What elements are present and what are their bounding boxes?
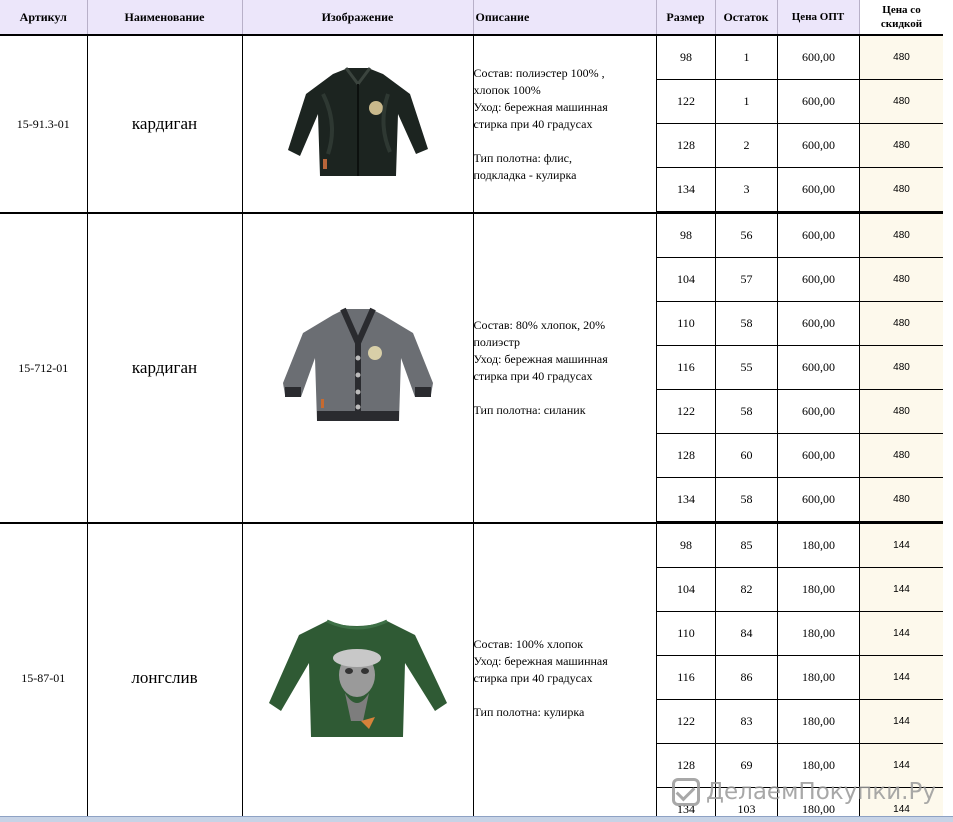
price-cell[interactable]: 600,00 xyxy=(778,168,860,212)
checkmark-logo-icon xyxy=(672,778,700,806)
description-line: стирка при 40 градусах xyxy=(473,116,593,131)
size-cell[interactable]: 98 xyxy=(657,36,716,80)
description-line: Тип полотна: силаник xyxy=(473,403,586,417)
variants-cell xyxy=(656,35,943,213)
variant-row xyxy=(657,124,944,168)
description-line xyxy=(474,133,657,150)
stock-cell[interactable]: 57 xyxy=(716,258,778,302)
variant-row xyxy=(657,700,944,744)
discount-cell[interactable]: 480 xyxy=(860,478,944,522)
price-cell[interactable]: 180,00 xyxy=(778,788,860,817)
header-description[interactable]: Описание xyxy=(473,0,656,35)
stock-cell[interactable]: 1 xyxy=(716,80,778,124)
stock-cell[interactable]: 2 xyxy=(716,124,778,168)
stock-cell[interactable]: 83 xyxy=(716,700,778,744)
image-cell[interactable] xyxy=(242,523,473,816)
description-line: Тип полотна: кулирка xyxy=(473,704,585,719)
description-line: стирка при 40 градусах xyxy=(473,670,593,685)
variant-row xyxy=(657,524,944,568)
size-cell[interactable]: 104 xyxy=(657,258,716,302)
size-cell[interactable]: 122 xyxy=(657,80,716,124)
variant-row xyxy=(657,346,944,390)
price-cell[interactable]: 600,00 xyxy=(778,390,860,434)
description-line: полиэстр xyxy=(473,335,521,349)
stock-cell[interactable]: 103 xyxy=(716,788,778,817)
discount-cell[interactable]: 480 xyxy=(860,168,944,212)
stock-cell[interactable]: 58 xyxy=(716,390,778,434)
variant-row xyxy=(657,612,944,656)
variant-row xyxy=(657,478,944,522)
variant-row xyxy=(657,434,944,478)
stock-cell[interactable]: 82 xyxy=(716,568,778,612)
description-cell[interactable] xyxy=(473,523,656,816)
article-cell[interactable]: 15-91.3-01 xyxy=(0,35,87,213)
size-cell[interactable]: 128 xyxy=(657,744,716,788)
stock-cell[interactable]: 58 xyxy=(716,478,778,522)
variant-row xyxy=(657,656,944,700)
product-row xyxy=(0,35,943,213)
price-cell[interactable]: 600,00 xyxy=(778,302,860,346)
header-price-discount-line1: Цена со xyxy=(882,4,921,16)
black-fleece-jacket-photo xyxy=(278,64,438,184)
variant-row xyxy=(657,168,944,212)
article-cell[interactable]: 15-87-01 xyxy=(0,523,87,816)
price-cell[interactable]: 180,00 xyxy=(778,612,860,656)
discount-cell[interactable]: 480 xyxy=(860,258,944,302)
variants-cell xyxy=(656,523,943,816)
header-price-discount[interactable] xyxy=(859,0,943,34)
watermark-text: ДелаемПокупки.Ру xyxy=(706,779,936,805)
green-longsleeve-photo xyxy=(265,613,450,743)
variant-row xyxy=(657,80,944,124)
image-cell[interactable] xyxy=(242,213,473,523)
stock-cell[interactable]: 84 xyxy=(716,612,778,656)
price-cell[interactable]: 180,00 xyxy=(778,524,860,568)
product-row xyxy=(0,523,943,816)
price-cell[interactable]: 600,00 xyxy=(778,214,860,258)
discount-cell[interactable]: 480 xyxy=(860,390,944,434)
variants-table xyxy=(656,524,943,816)
discount-cell[interactable]: 480 xyxy=(860,214,944,258)
description-line: Состав: 80% хлопок, 20% xyxy=(473,318,606,332)
variant-row xyxy=(657,568,944,612)
description-line: Состав: 100% хлопок xyxy=(473,636,584,651)
description-cell[interactable] xyxy=(473,35,656,213)
discount-cell[interactable]: 144 xyxy=(860,568,944,612)
header-price-discount-line2: скидкой xyxy=(880,18,923,30)
stock-cell[interactable]: 58 xyxy=(716,302,778,346)
description-cell[interactable] xyxy=(473,213,656,523)
size-cell[interactable]: 128 xyxy=(657,434,716,478)
size-cell[interactable]: 116 xyxy=(657,346,716,390)
size-cell[interactable]: 134 xyxy=(657,788,716,817)
price-cell[interactable]: 600,00 xyxy=(778,258,860,302)
size-cell[interactable]: 134 xyxy=(657,168,716,212)
size-cell[interactable]: 128 xyxy=(657,124,716,168)
description-line: Уход: бережная машинная xyxy=(473,653,608,668)
variant-row xyxy=(657,390,944,434)
variant-row xyxy=(657,214,944,258)
price-cell[interactable]: 600,00 xyxy=(778,124,860,168)
header-price-opt[interactable]: Цена ОПТ xyxy=(777,0,859,34)
stock-cell[interactable]: 85 xyxy=(716,524,778,568)
price-cell[interactable]: 600,00 xyxy=(778,434,860,478)
price-cell[interactable]: 600,00 xyxy=(778,80,860,124)
stock-cell[interactable]: 56 xyxy=(716,214,778,258)
size-cell[interactable]: 98 xyxy=(657,214,716,258)
size-cell[interactable]: 110 xyxy=(657,612,716,656)
discount-cell[interactable]: 480 xyxy=(860,434,944,478)
stock-cell[interactable]: 1 xyxy=(716,36,778,80)
header-stock[interactable]: Остаток xyxy=(715,0,777,34)
article-cell[interactable]: 15-712-01 xyxy=(0,213,87,523)
size-cell[interactable]: 122 xyxy=(657,700,716,744)
price-cell[interactable]: 180,00 xyxy=(778,568,860,612)
header-row xyxy=(0,0,943,35)
discount-cell[interactable]: 144 xyxy=(860,788,944,817)
discount-cell[interactable]: 144 xyxy=(860,744,944,788)
size-cell[interactable]: 122 xyxy=(657,390,716,434)
variant-row xyxy=(657,302,944,346)
description-line: стирка при 40 градусах xyxy=(473,369,593,383)
description-line: Состав: полиэстер 100% , xyxy=(473,65,605,80)
variants-cell xyxy=(656,213,943,523)
size-cell[interactable]: 116 xyxy=(657,656,716,700)
price-cell[interactable]: 600,00 xyxy=(778,478,860,522)
discount-cell[interactable]: 144 xyxy=(860,700,944,744)
grey-cardigan-photo xyxy=(273,303,443,433)
description-line: Уход: бережная машинная xyxy=(473,99,608,114)
discount-cell[interactable]: 480 xyxy=(860,80,944,124)
price-cell[interactable]: 180,00 xyxy=(778,744,860,788)
size-cell[interactable]: 104 xyxy=(657,568,716,612)
stock-cell[interactable]: 60 xyxy=(716,434,778,478)
image-cell[interactable] xyxy=(242,35,473,213)
product-row xyxy=(0,213,943,523)
discount-cell[interactable]: 144 xyxy=(860,656,944,700)
header-article[interactable]: Артикул xyxy=(0,0,87,35)
price-cell[interactable]: 180,00 xyxy=(778,656,860,700)
size-cell[interactable]: 110 xyxy=(657,302,716,346)
sheet-tab-bar[interactable] xyxy=(0,816,953,822)
description-line xyxy=(474,385,657,402)
description-line: Уход: бережная машинная xyxy=(473,352,608,366)
name-cell[interactable]: кардиган xyxy=(87,213,242,523)
variant-row xyxy=(657,258,944,302)
header-image[interactable]: Изображение xyxy=(242,0,473,35)
price-cell[interactable]: 180,00 xyxy=(778,700,860,744)
variants-table xyxy=(656,36,943,212)
stock-cell[interactable]: 86 xyxy=(716,656,778,700)
header-variants-group xyxy=(656,0,943,35)
description-line: подкладка - кулирка xyxy=(473,167,577,182)
stock-cell[interactable]: 3 xyxy=(716,168,778,212)
variants-table xyxy=(656,214,943,522)
size-cell[interactable]: 98 xyxy=(657,524,716,568)
name-cell[interactable]: лонгслив xyxy=(87,523,242,816)
discount-cell[interactable]: 480 xyxy=(860,124,944,168)
discount-cell[interactable]: 480 xyxy=(860,302,944,346)
price-cell[interactable]: 600,00 xyxy=(778,346,860,390)
header-name[interactable]: Наименование xyxy=(87,0,242,35)
name-cell[interactable]: кардиган xyxy=(87,35,242,213)
size-cell[interactable]: 134 xyxy=(657,478,716,522)
discount-cell[interactable]: 144 xyxy=(860,612,944,656)
stock-cell[interactable]: 69 xyxy=(716,744,778,788)
site-watermark xyxy=(672,776,936,808)
discount-cell[interactable]: 480 xyxy=(860,346,944,390)
discount-cell[interactable]: 480 xyxy=(860,36,944,80)
description-line: хлопок 100% xyxy=(473,82,541,97)
description-line xyxy=(474,687,657,704)
variant-row xyxy=(657,36,944,80)
description-line: Тип полотна: флис, xyxy=(473,150,573,165)
stock-cell[interactable]: 55 xyxy=(716,346,778,390)
price-cell[interactable]: 600,00 xyxy=(778,36,860,80)
header-size[interactable]: Размер xyxy=(657,0,716,34)
discount-cell[interactable]: 144 xyxy=(860,524,944,568)
